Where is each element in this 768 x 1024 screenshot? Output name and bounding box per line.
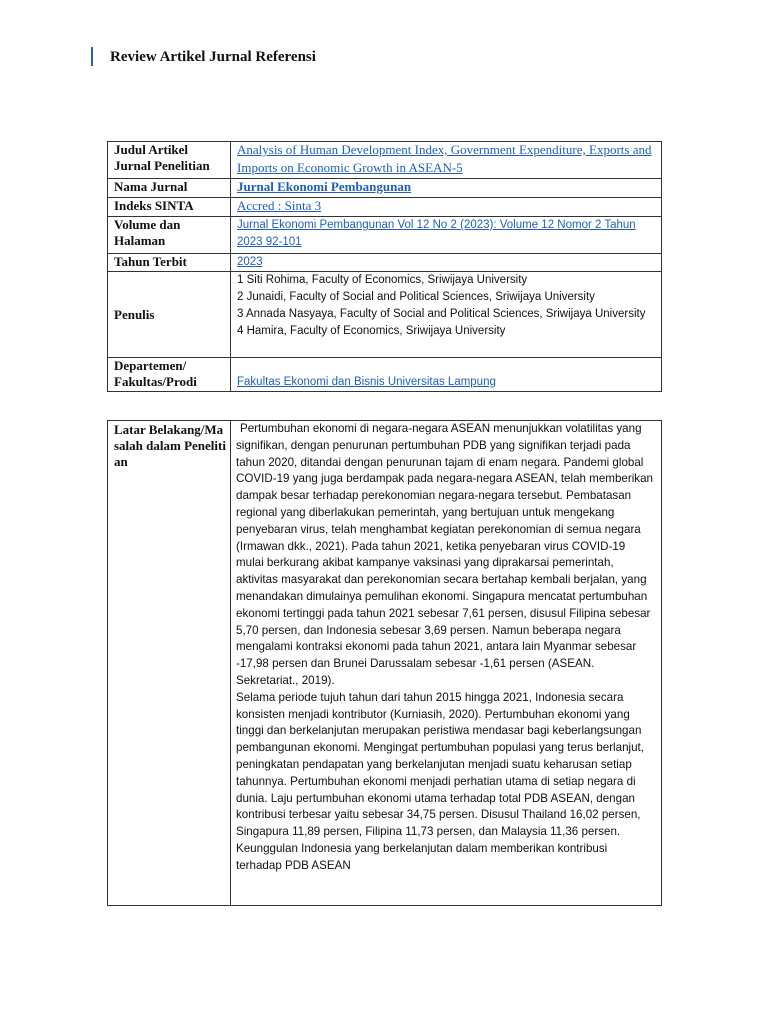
journal-name-value bbox=[231, 179, 662, 198]
department-value bbox=[231, 358, 662, 392]
table-row bbox=[108, 254, 662, 272]
table-row bbox=[108, 358, 662, 392]
article-info-table bbox=[107, 141, 662, 392]
row-label: Nama Jurnal bbox=[108, 179, 231, 198]
background-table bbox=[107, 420, 662, 906]
table-row bbox=[108, 421, 662, 906]
table-row bbox=[108, 198, 662, 217]
table-row bbox=[108, 179, 662, 198]
row-label: Judul Artikel Jurnal Penelitian bbox=[108, 142, 231, 179]
table-row bbox=[108, 142, 662, 179]
sinta-index-value bbox=[231, 198, 662, 217]
table-row bbox=[108, 272, 662, 358]
department-link[interactable]: Fakultas Ekonomi dan Bisnis Universitas Lampung bbox=[237, 376, 496, 388]
volume-pages-link[interactable]: Jurnal Ekonomi Pembangunan Vol 12 No 2 (2023): Volume 12 Nomor 2 Tahun 2023 92-101 bbox=[237, 219, 636, 248]
row-label: Departemen/ Fakultas/Prodi bbox=[108, 358, 231, 392]
volume-pages-value bbox=[231, 217, 662, 254]
row-label: Tahun Terbit bbox=[108, 254, 231, 272]
page-title: Review Artikel Jurnal Referensi bbox=[110, 49, 316, 65]
row-label: Penulis bbox=[108, 272, 231, 358]
article-title-link[interactable]: Analysis of Human Development Index, Government Expenditure, Exports and Imports on Economic Growth in ASEAN-5 bbox=[237, 142, 652, 175]
journal-name-link[interactable]: Jurnal Ekonomi Pembangunan bbox=[237, 179, 412, 194]
author-item: 2 Junaidi, Faculty of Social and Political Sciences, Sriwijaya University bbox=[237, 291, 595, 303]
paragraph: Selama periode tujuh tahun dari tahun 2015 hingga 2021, Indonesia secara konsisten menjadi kontributor (Kurniasih, 2020). Pertumbuhan ekonomi yang tinggi dan berkelanjutan merupakan peristiwa mendasar bagi keberlangsungan pembangunan ekonomi. Mengingat pertumbuhan populasi yang terus berlanjut, peningkatan pendapatan yang berkelanjutan menjadi suatu keharusan setiap tahunnya. Pertumbuhan ekonomi menjadi perhatian utama di setiap negara di dunia. Laju pertumbuhan ekonomi utama terhadap total PDB ASEAN, dengan kontribusi terbesar yaitu sebesar 34,75 persen. Disusul Thailand 16,02 persen, Singapura 11,89 persen, Filipina 11,73 persen, dan Malaysia 11,36 persen. Keunggulan Indonesia yang berkelanjutan dalam memberikan kontribusi terhadap PDB ASEAN bbox=[236, 690, 644, 872]
paragraph: Pertumbuhan ekonomi di negara-negara ASEAN menunjukkan volatilitas yang signifikan, dengan penurunan pertumbuhan PDB yang signifikan terjadi pada tahun 2020, ditandai dengan penurunan tajam di enam negara. Pandemi global COVID-19 yang juga berdampak pada negara-negara ASEAN, telah memberikan dampak besar terhadap perekonomian negara-negara tersebut. Pembatasan regional yang diberlakukan pemerintah, yang bertujuan untuk mengekang penyebaran virus, telah menghambat kegiatan perekonomian di semua negara (Irmawan dkk., 2021). Pada tahun 2021, ketika penyebaran virus COVID-19 mulai berkurang akibat kampanye vaksinasi yang diprakarsai pemerintah, aktivitas masyarakat dan perekonomian secara bertahap kembali berjalan, yang menandakan dimulainya pemulihan ekonomi. Singapura mencatat pertumbuhan ekonomi tertinggi pada tahun 2021 sebesar 7,61 persen, disusul Filipina sebesar 5,70 persen, dan Indonesia sebesar 3,69 persen. Namun beberapa negara mengalami kontraksi ekonomi pada tahun 2021, antara lain Myanmar sebesar -17,98 persen dan Brunei Darussalam sebesar -1,61 persen (ASEAN. Sekretariat., 2019). bbox=[236, 422, 653, 687]
row-label: Indeks SINTA bbox=[108, 198, 231, 217]
publish-year-link[interactable]: 2023 bbox=[237, 256, 263, 268]
author-item: 3 Annada Nasyaya, Faculty of Social and Political Sciences, Sriwijaya University bbox=[237, 308, 646, 320]
publish-year-value bbox=[231, 254, 662, 272]
background-content bbox=[231, 421, 662, 906]
table-row bbox=[108, 217, 662, 254]
sinta-index-link[interactable]: Accred : Sinta 3 bbox=[237, 198, 322, 213]
author-item: 1 Siti Rohima, Faculty of Economics, Sriwijaya University bbox=[237, 274, 528, 286]
article-title-value bbox=[231, 142, 662, 179]
authors-value bbox=[231, 272, 662, 358]
author-item: 4 Hamira, Faculty of Economics, Sriwijaya University bbox=[237, 325, 506, 337]
row-label: Volume dan Halaman bbox=[108, 217, 231, 254]
header-accent-bar bbox=[91, 47, 93, 66]
background-label: Latar Belakang/Masalah dalam Penelitian bbox=[108, 421, 231, 906]
